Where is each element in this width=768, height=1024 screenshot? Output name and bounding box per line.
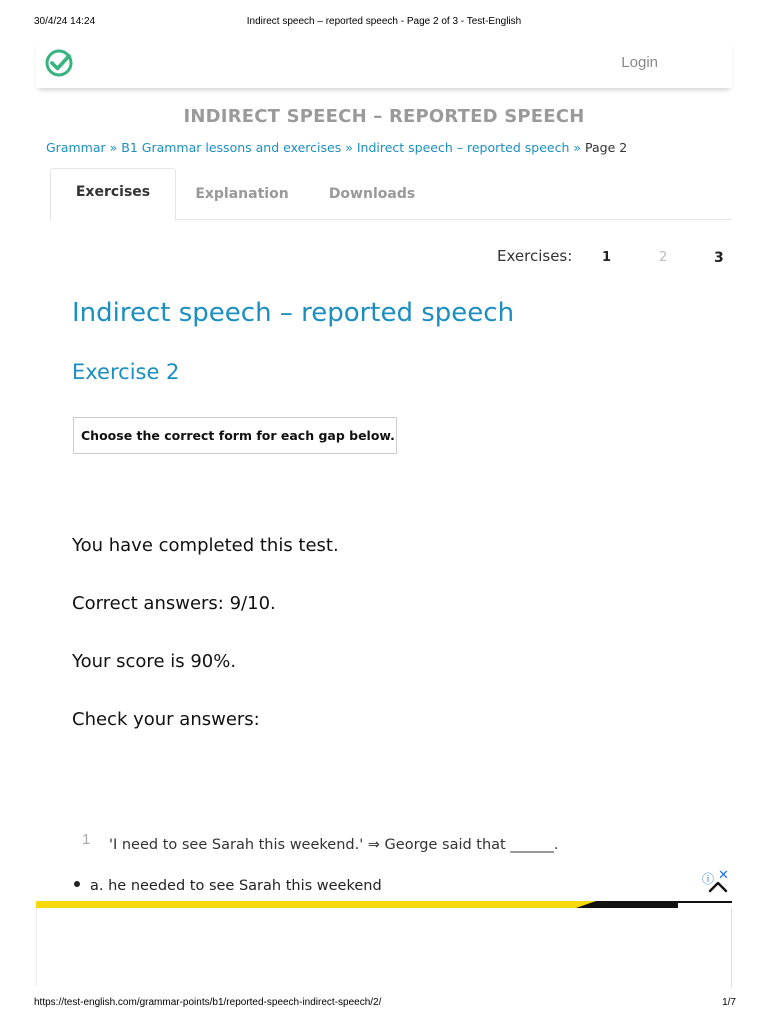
check-circle-icon[interactable] [44, 48, 74, 78]
question-text: 'I need to see Sarah this weekend.' ⇒ George said that ______. [109, 837, 559, 853]
ad-banner[interactable] [36, 901, 732, 987]
chevron-up-icon[interactable] [707, 878, 729, 894]
print-title: Indirect speech – reported speech - Page 2 of 3 - Test-English [246, 16, 522, 27]
breadcrumb-separator: » [345, 140, 353, 155]
question-option-a-label: a. he needed to see Sarah this weekend [90, 878, 382, 894]
result-check-answers: Check your answers: [72, 709, 260, 730]
tab-explanation[interactable]: Explanation [195, 186, 289, 202]
ad-stripe-top [676, 901, 732, 903]
login-link[interactable]: Login [621, 54, 658, 71]
breadcrumb-indirect-speech[interactable]: Indirect speech – reported speech [356, 140, 570, 155]
ad-stripe-yellow [36, 901, 596, 908]
exercise-pager-3[interactable]: 3 [714, 250, 724, 266]
result-score: Your score is 90%. [72, 651, 237, 672]
tab-exercises[interactable]: Exercises [50, 168, 176, 221]
tab-downloads[interactable]: Downloads [328, 186, 416, 202]
breadcrumb-b1-lessons[interactable]: B1 Grammar lessons and exercises [121, 140, 342, 155]
question-number: 1 [82, 831, 91, 848]
print-url: https://test-english.com/grammar-points/b1/reported-speech-indirect-speech/2/ [34, 997, 382, 1008]
exercise-pager-1[interactable]: 1 [602, 250, 612, 265]
ad-info-icon[interactable]: ⓘ [702, 872, 715, 886]
exercise-pager-2: 2 [659, 250, 668, 265]
breadcrumb-grammar[interactable]: Grammar [46, 140, 106, 155]
page-header-title: INDIRECT SPEECH – REPORTED SPEECH [183, 106, 585, 127]
ad-edge-right [731, 908, 732, 987]
breadcrumb-separator: » [573, 140, 582, 155]
tabs-divider [174, 219, 732, 220]
exercise-pager-label: Exercises: [497, 247, 573, 265]
breadcrumb-current: Page 2 [585, 140, 628, 155]
breadcrumb-separator: » [109, 140, 118, 155]
question-option-a[interactable] [74, 878, 382, 894]
page-title: Indirect speech – reported speech [72, 298, 515, 328]
exercise-title: Exercise 2 [72, 360, 180, 384]
bullet-icon [74, 881, 80, 887]
ad-edge-left [36, 908, 37, 987]
instruction-box [73, 417, 397, 454]
instruction-text: Choose the correct form for each gap below. [81, 428, 395, 443]
breadcrumb [46, 140, 627, 155]
print-datetime: 30/4/24 14:24 [34, 16, 96, 27]
ad-close-icon[interactable]: ✕ [718, 868, 729, 883]
result-correct-answers: Correct answers: 9/10. [72, 593, 276, 614]
result-completed: You have completed this test. [72, 535, 339, 556]
print-page-number: 1/7 [722, 997, 736, 1008]
site-header [36, 40, 732, 88]
